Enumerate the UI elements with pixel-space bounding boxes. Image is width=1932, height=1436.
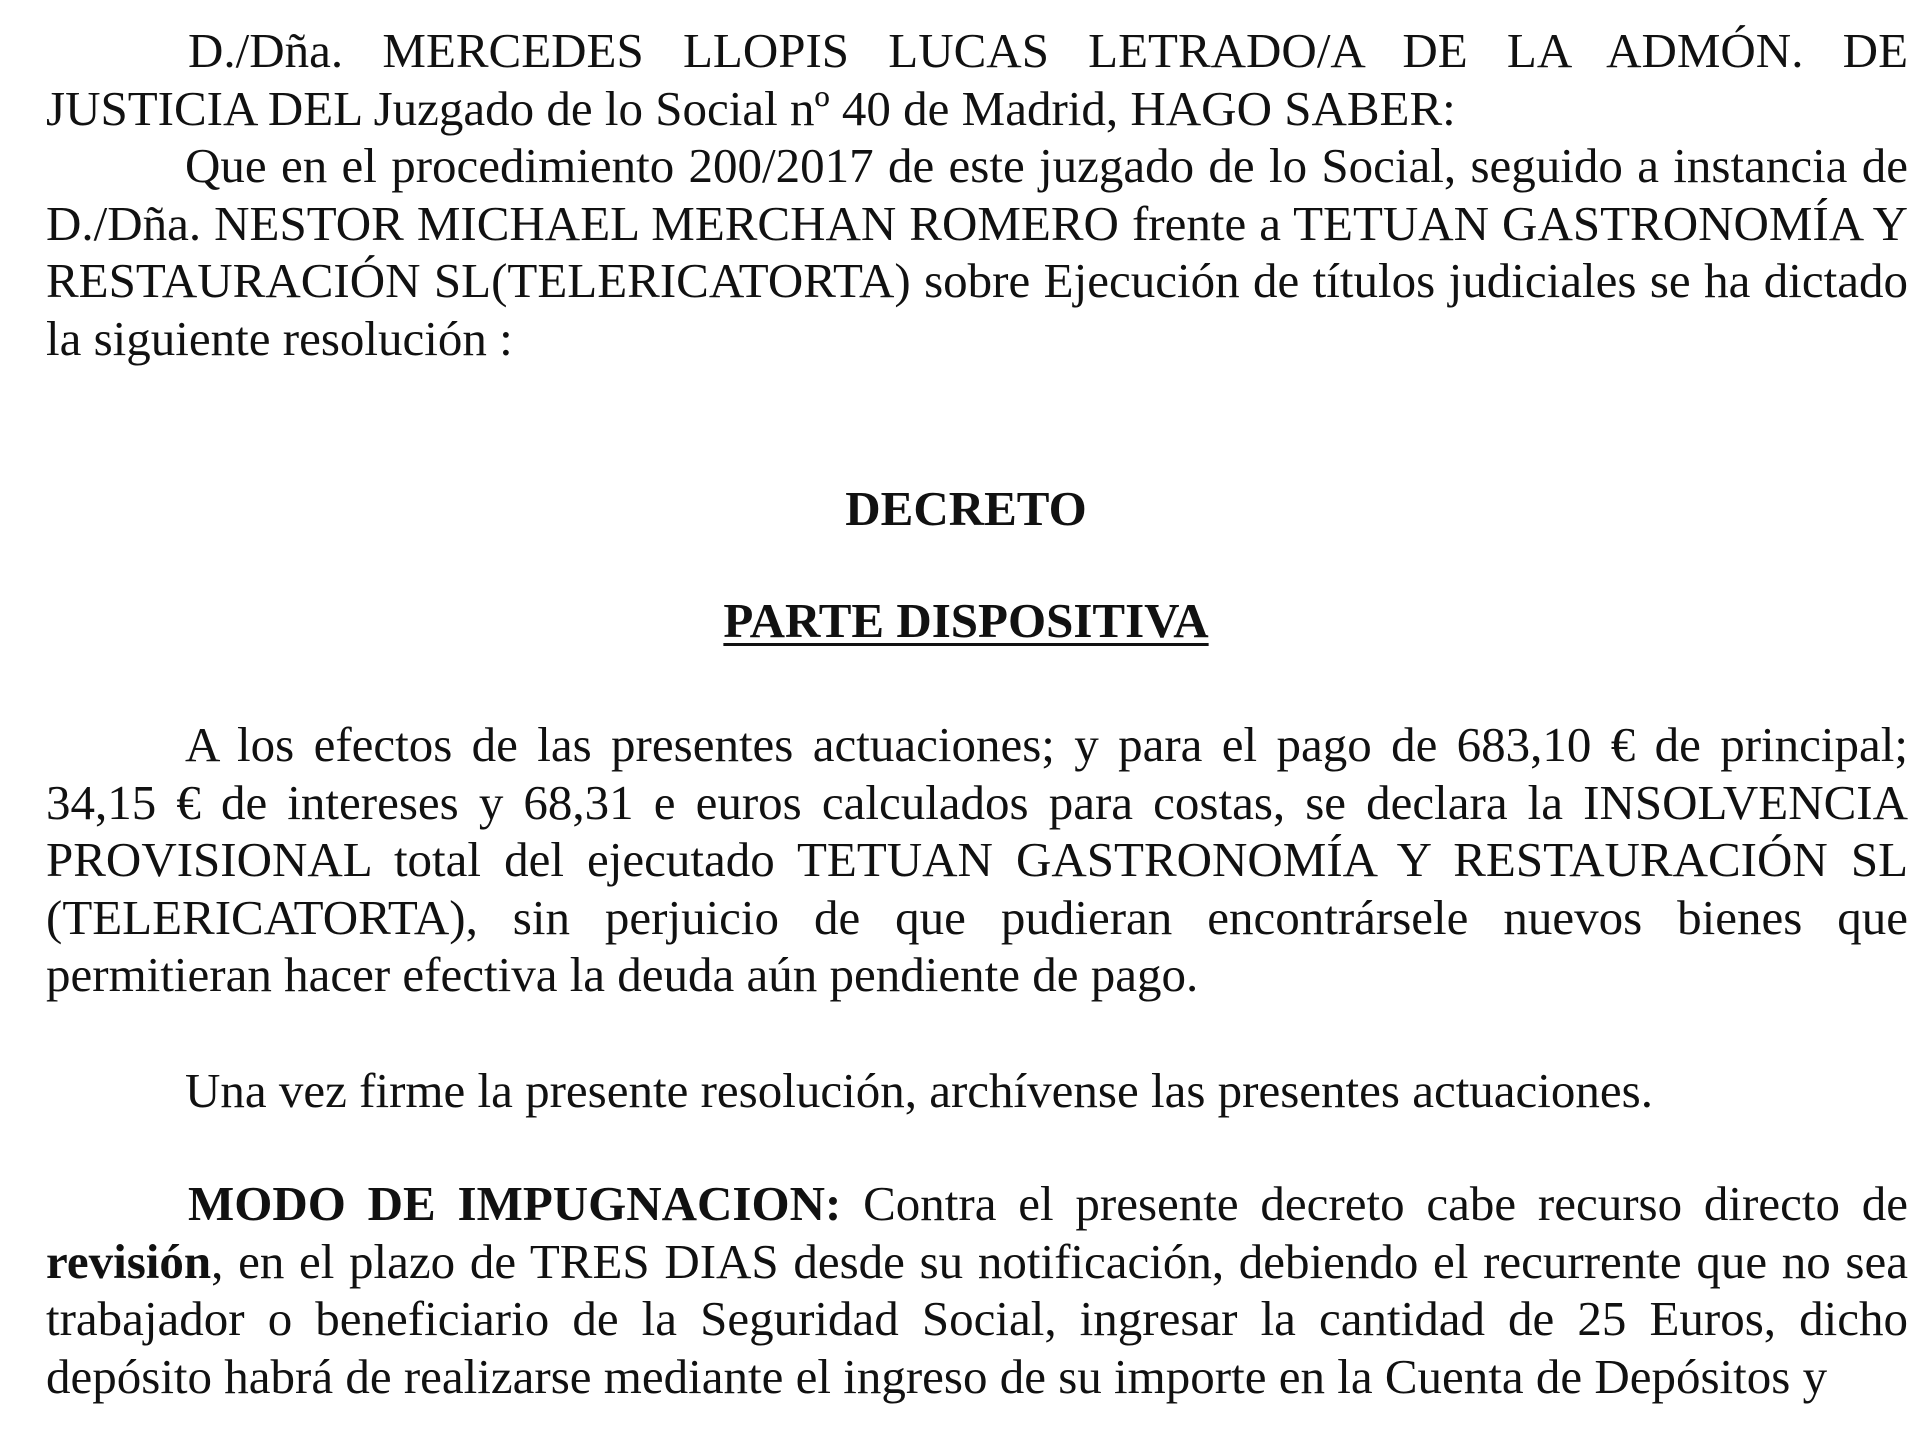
procedure-paragraph	[46, 137, 1908, 367]
impugnacion-text-a: Contra el presente decreto cabe recurso directo de	[841, 1176, 1908, 1231]
intro-text: D./Dña. MERCEDES LLOPIS LUCAS LETRADO/A DE LA ADMÓN. DE JUSTICIA DEL Juzgado de lo Social nº 40 de Madrid, HAGO SABER:	[46, 23, 1908, 136]
insolvency-paragraph	[46, 716, 1908, 1004]
impugnacion-label: MODO DE IMPUGNACION:	[188, 1176, 842, 1231]
procedure-text: Que en el procedimiento 200/2017 de este juzgado de lo Social, seguido a instancia de D./Dña. NESTOR MICHAEL MERCHAN ROMERO frente a TETUAN GASTRONOMÍA Y RESTAURACIÓN SL(TELERICATORTA) sobre Ejecución de títulos judiciales se ha dictado la siguiente resolución :	[46, 138, 1908, 366]
insolvency-text: A los efectos de las presentes actuaciones; y para el pago de 683,10 € de principal; 34,15 € de intereses y 68,31 e euros calculados para costas, se declara la INSOLVENCIA PROVISIONAL total del ejecutado TETUAN GASTRONOMÍA Y RESTAURACIÓN SL (TELERICATORTA), sin perjuicio de que pudieran encontrársele nuevos bienes que permitieran hacer efectiva la deuda aún pendiente de pago.	[46, 717, 1908, 1002]
intro-paragraph	[46, 22, 1908, 137]
decreto-heading: DECRETO	[845, 481, 1087, 536]
archive-paragraph	[46, 1062, 1908, 1120]
parte-dispositiva-heading: PARTE DISPOSITIVA	[723, 593, 1209, 648]
impugnacion-paragraph	[46, 1175, 1908, 1405]
revision-word: revisión	[46, 1233, 212, 1289]
impugnacion-text-b: , en el plazo de TRES DIAS desde su notificación, debiendo el recurrente que no sea trabajador o beneficiario de la Seguridad Social, ingresar la cantidad de 25 Euros, dicho depósito habrá de realizarse mediante el ingreso de su importe en la Cuenta de Depósitos y	[46, 1233, 1908, 1404]
archive-text: Una vez firme la presente resolución, archívense las presentes actuaciones.	[185, 1063, 1653, 1118]
